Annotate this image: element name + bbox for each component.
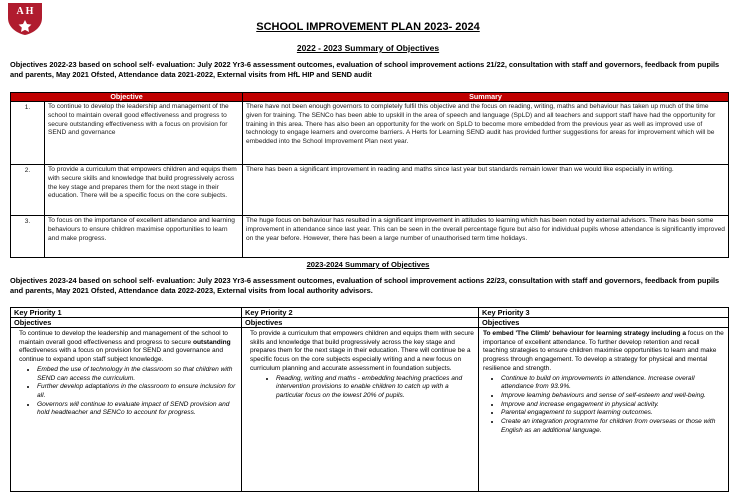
priorities-table-2023 <box>10 307 729 492</box>
table-header-row <box>11 93 729 102</box>
bullet-item: • Reading, writing and maths - embedding teaching practices and intervention provisions to enable children to catch up with a particular focus on the lowest 20% of pupils. <box>276 375 475 401</box>
bullet-item: • Governors will continue to evaluate impact of SEND provision and hold headteacher and SENCo to account for progress. <box>37 401 238 418</box>
priority-3-bullets <box>483 375 725 436</box>
priority-3-body <box>479 328 729 492</box>
summary-table-2022 <box>10 92 729 258</box>
priority-text: To provide a curriculum that empowers children and equips them with secure skills and knowledge that build progressively across the key stage and prepares them for the next stage in their education. There will continue be a specific focus on the core subjects especially writing and a new focus on curriculum planning and accurate assessment in foundation subjects. <box>250 330 474 372</box>
section-heading-2023: 2023-2024 Summary of Objectives <box>306 260 430 269</box>
priority-2-bullets <box>250 375 475 401</box>
priority-3-title: Key Priority 3 <box>479 308 729 318</box>
bullet-item: • Improve and increase engagement in physical activity. <box>501 401 725 410</box>
row-number: 3. <box>11 216 45 258</box>
table-row <box>11 165 729 216</box>
priority-1-text <box>19 330 238 365</box>
priority-1-bullets <box>19 366 238 418</box>
col-summary-header: Summary <box>243 93 729 102</box>
bullet-item: • Parental engagement to support learning outcomes. <box>501 409 725 418</box>
row-objective: To continue to develop the leadership and management of the school to maintain overall good effectiveness and progress to secure outstanding effectiveness with a focus on provision for SEND and governance <box>45 102 243 165</box>
row-objective: To provide a curriculum that empowers children and equips them with secure skills and knowledge that build progressively across the key stage and prepares them for the next stage in their education. There will be a specific focus on the core subjects. <box>45 165 243 216</box>
bullet-item: • Create an integration programme for children from overseas or those with English as an additional language. <box>501 418 725 435</box>
priority-2-title: Key Priority 2 <box>242 308 479 318</box>
priority-text: focus on the importance of excellent attendance. To further develop retention and recall teaching strategies to ensure children maximise opportunities to learn and make progress through engagement. To develop a strategy for physical and mental resilience and strength. <box>483 330 724 372</box>
priority-2-body <box>242 328 479 492</box>
logo-letters: A H <box>16 6 34 17</box>
table-row <box>11 216 729 258</box>
priority-1-title: Key Priority 1 <box>11 308 242 318</box>
row-summary: There has been a significant improvement in reading and maths since last year but standards remain lower than we would like especially in writing. <box>243 165 729 216</box>
section-heading-2022: 2022 - 2023 Summary of Objectives <box>296 43 440 53</box>
priority-text: effectiveness with a focus on provision for SEND and governance and continue to expand upon staff subject knowledge. <box>19 347 224 364</box>
priority-text: To continue to develop the leadership and management of the school to maintain overall good effectiveness and progress to secure <box>19 330 228 346</box>
priority-label-row <box>11 318 729 328</box>
table-row <box>11 102 729 165</box>
bullet-item: • Further develop adaptations in the classroom to ensure inclusion for all. <box>37 383 238 400</box>
intro-2023: Objectives 2023-24 based on school self- evaluation: July 2023 Yr3-6 assessment outcomes, evaluation of school improvement actions 22/23, consultation with staff and governors, feedback from pupils and parents, May 2021 Ofsted, Attendance data 2022-2023, External visits from local authority advisors. <box>10 276 720 295</box>
priority-1-body <box>11 328 242 492</box>
page-title: SCHOOL IMPROVEMENT PLAN 2023- 2024 <box>256 21 480 33</box>
bullet-item: • Improve learning behaviours and sense of self-esteem and well-being. <box>501 392 725 401</box>
row-number: 2. <box>11 165 45 216</box>
row-summary: The huge focus on behaviour has resulted in a significant improvement in attitudes to learning which has been noted by external advisors. There has been some improvement in attendance since last year. This can be seen in the overall percentage figure but also for individual pupils whose attendance is significantly improved on the year before. However, there has been a large number of unauthorised term time holidays. <box>243 216 729 258</box>
intro-2022: Objectives 2022-23 based on school self- evaluation: July 2022 Yr3-6 assessment outcomes, evaluation of school improvement actions 21/22, consultation with staff and governors, feedback from pupils and parents, May 2021 Ofsted, Attendance data 2021-2022, External visits from HfL HIP and SEND audit <box>10 60 720 79</box>
priority-3-text <box>483 330 725 374</box>
priority-1-label: Objectives <box>11 318 242 328</box>
bullet-item: • Embed the use of technology in the classroom so that children with SEND can access the curriculum. <box>37 366 238 383</box>
priority-text-bold: outstanding <box>192 338 231 346</box>
priority-body-row <box>11 328 729 492</box>
priority-text-bold: To embed 'The Climb' behaviour for learning strategy including a <box>483 330 687 337</box>
priority-3-label: Objectives <box>479 318 729 328</box>
row-objective: To focus on the importance of excellent attendance and learning behaviours to ensure children maximise opportunities to learn and make progress. <box>45 216 243 258</box>
priority-2-text <box>250 330 475 374</box>
priority-2-label: Objectives <box>242 318 479 328</box>
row-summary: There have not been enough governors to completely fulfil this objective and the focus on reading, writing, maths and behaviour has taken up much of the time given for training. The SENCo has been able to upskill in the area of speech and language (SpLD) and all teachers and support staff have had the opportunity for training in this area. There has also been an opportunity for the work on SpLD to become more embedded from the previous year as well as improved use of technology to engage learners and overcome barriers. A Herts for Learning SEND audit has provided further suggestions for areas for improvement which will be embedded into the School Improvement Plan next year. <box>243 102 729 165</box>
row-number: 1. <box>11 102 45 165</box>
priority-title-row <box>11 308 729 318</box>
bullet-item: • Continue to build on improvements in attendance. Increase overall attendance from 93.9%. <box>501 375 725 392</box>
col-objective-header: Objective <box>11 93 243 102</box>
